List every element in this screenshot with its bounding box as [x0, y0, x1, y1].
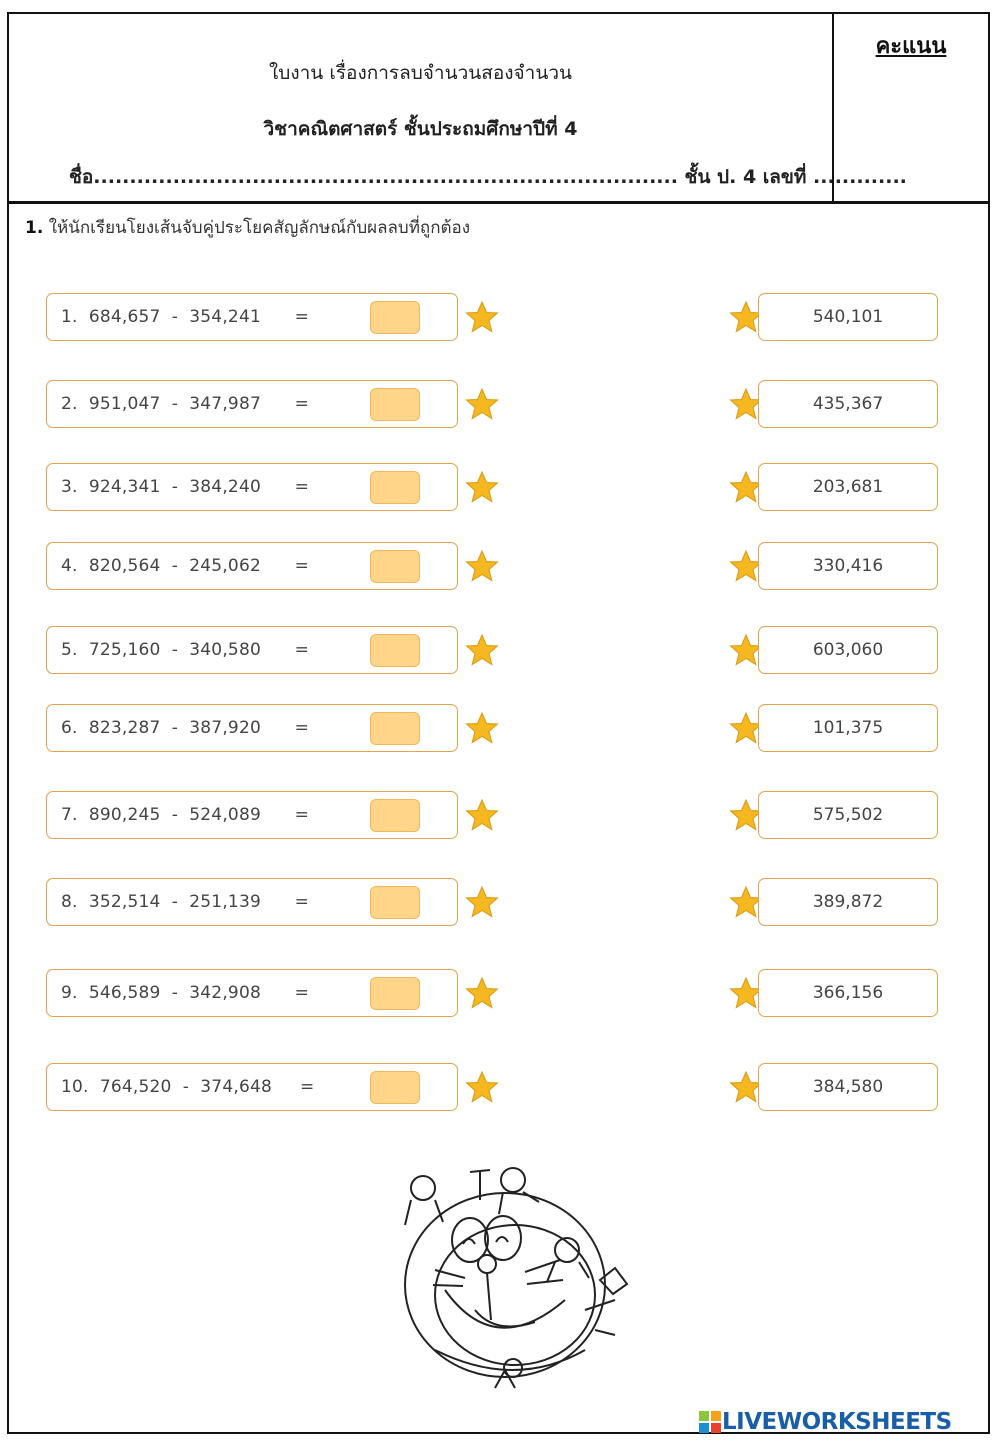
answer-input[interactable]: [370, 388, 420, 421]
question-box: [46, 542, 458, 590]
answer-option-text: 435,367: [812, 394, 884, 414]
answer-option-box: [758, 1063, 938, 1111]
answer-option-text: 330,416: [812, 556, 884, 576]
question-box: [46, 626, 458, 674]
worksheet-header: [9, 14, 988, 204]
match-star-left[interactable]: [465, 976, 499, 1010]
score-label: คะแนน: [875, 34, 947, 59]
question-box: [46, 463, 458, 511]
answer-option-text: 384,580: [812, 1077, 884, 1097]
question-text: 4. 820,564 - 245,062 =: [61, 556, 310, 576]
question-box: [46, 878, 458, 926]
question-text: 1. 684,657 - 354,241 =: [61, 307, 310, 327]
question-text: 7. 890,245 - 524,089 =: [61, 805, 310, 825]
match-star-left[interactable]: [465, 711, 499, 745]
answer-option-text: 366,156: [812, 983, 884, 1003]
answer-input[interactable]: [370, 550, 420, 583]
answer-input[interactable]: [370, 799, 420, 832]
question-text: 2. 951,047 - 347,987 =: [61, 394, 310, 414]
answer-option-text: 540,101: [812, 307, 884, 327]
instruction-number: 1.: [25, 218, 44, 238]
question-text: 10. 764,520 - 374,648 =: [61, 1077, 315, 1097]
answer-option-text: 575,502: [812, 805, 884, 825]
answer-option-box: [758, 626, 938, 674]
answer-input[interactable]: [370, 977, 420, 1010]
answer-input[interactable]: [370, 1071, 420, 1104]
answer-option-text: 389,872: [812, 892, 884, 912]
answer-option-box: [758, 704, 938, 752]
liveworksheets-logo: [698, 1410, 722, 1434]
question-text: 8. 352,514 - 251,139 =: [61, 892, 310, 912]
liveworksheets-brand: [698, 1406, 952, 1438]
answer-input[interactable]: [370, 634, 420, 667]
answer-input[interactable]: [370, 471, 420, 504]
answer-option-box: [758, 878, 938, 926]
match-star-left[interactable]: [465, 633, 499, 667]
match-star-left[interactable]: [465, 300, 499, 334]
question-box: [46, 969, 458, 1017]
question-box: [46, 1063, 458, 1111]
answer-option-box: [758, 791, 938, 839]
doraemon-illustration: [395, 1160, 645, 1400]
instruction: [25, 214, 470, 241]
match-star-left[interactable]: [465, 549, 499, 583]
answer-input[interactable]: [370, 301, 420, 334]
answer-option-box: [758, 380, 938, 428]
question-text: 5. 725,160 - 340,580 =: [61, 640, 310, 660]
match-star-left[interactable]: [465, 885, 499, 919]
match-star-left[interactable]: [465, 1070, 499, 1104]
instruction-text: ให้นักเรียนโยงเส้นจับคู่ประโยคสัญลักษณ์กับผลลบที่ถูกต้อง: [43, 218, 471, 238]
answer-option-box: [758, 463, 938, 511]
answer-input[interactable]: [370, 712, 420, 745]
answer-option-text: 101,375: [812, 718, 884, 738]
answer-option-text: 203,681: [812, 477, 884, 497]
question-box: [46, 380, 458, 428]
name-class-number-line: ชื่อ................................................................................. ชั้น ป. 4 เลขที่ .............: [69, 166, 907, 188]
question-box: [46, 704, 458, 752]
match-star-left[interactable]: [465, 798, 499, 832]
question-text: 9. 546,589 - 342,908 =: [61, 983, 310, 1003]
match-star-left[interactable]: [465, 470, 499, 504]
answer-input[interactable]: [370, 886, 420, 919]
question-text: 6. 823,287 - 387,920 =: [61, 718, 310, 738]
answer-option-box: [758, 542, 938, 590]
score-box: [832, 14, 988, 201]
match-star-left[interactable]: [465, 387, 499, 421]
subject-line: วิชาคณิตศาสตร์ ชั้นประถมศึกษาปีที่ 4: [263, 118, 578, 140]
answer-option-box: [758, 969, 938, 1017]
question-box: [46, 293, 458, 341]
brand-text: LIVEWORKSHEETS: [722, 1409, 952, 1435]
question-text: 3. 924,341 - 384,240 =: [61, 477, 310, 497]
answer-option-text: 603,060: [812, 640, 884, 660]
question-box: [46, 791, 458, 839]
worksheet-title: ใบงาน เรื่องการลบจำนวนสองจำนวน: [269, 62, 572, 84]
answer-option-box: [758, 293, 938, 341]
